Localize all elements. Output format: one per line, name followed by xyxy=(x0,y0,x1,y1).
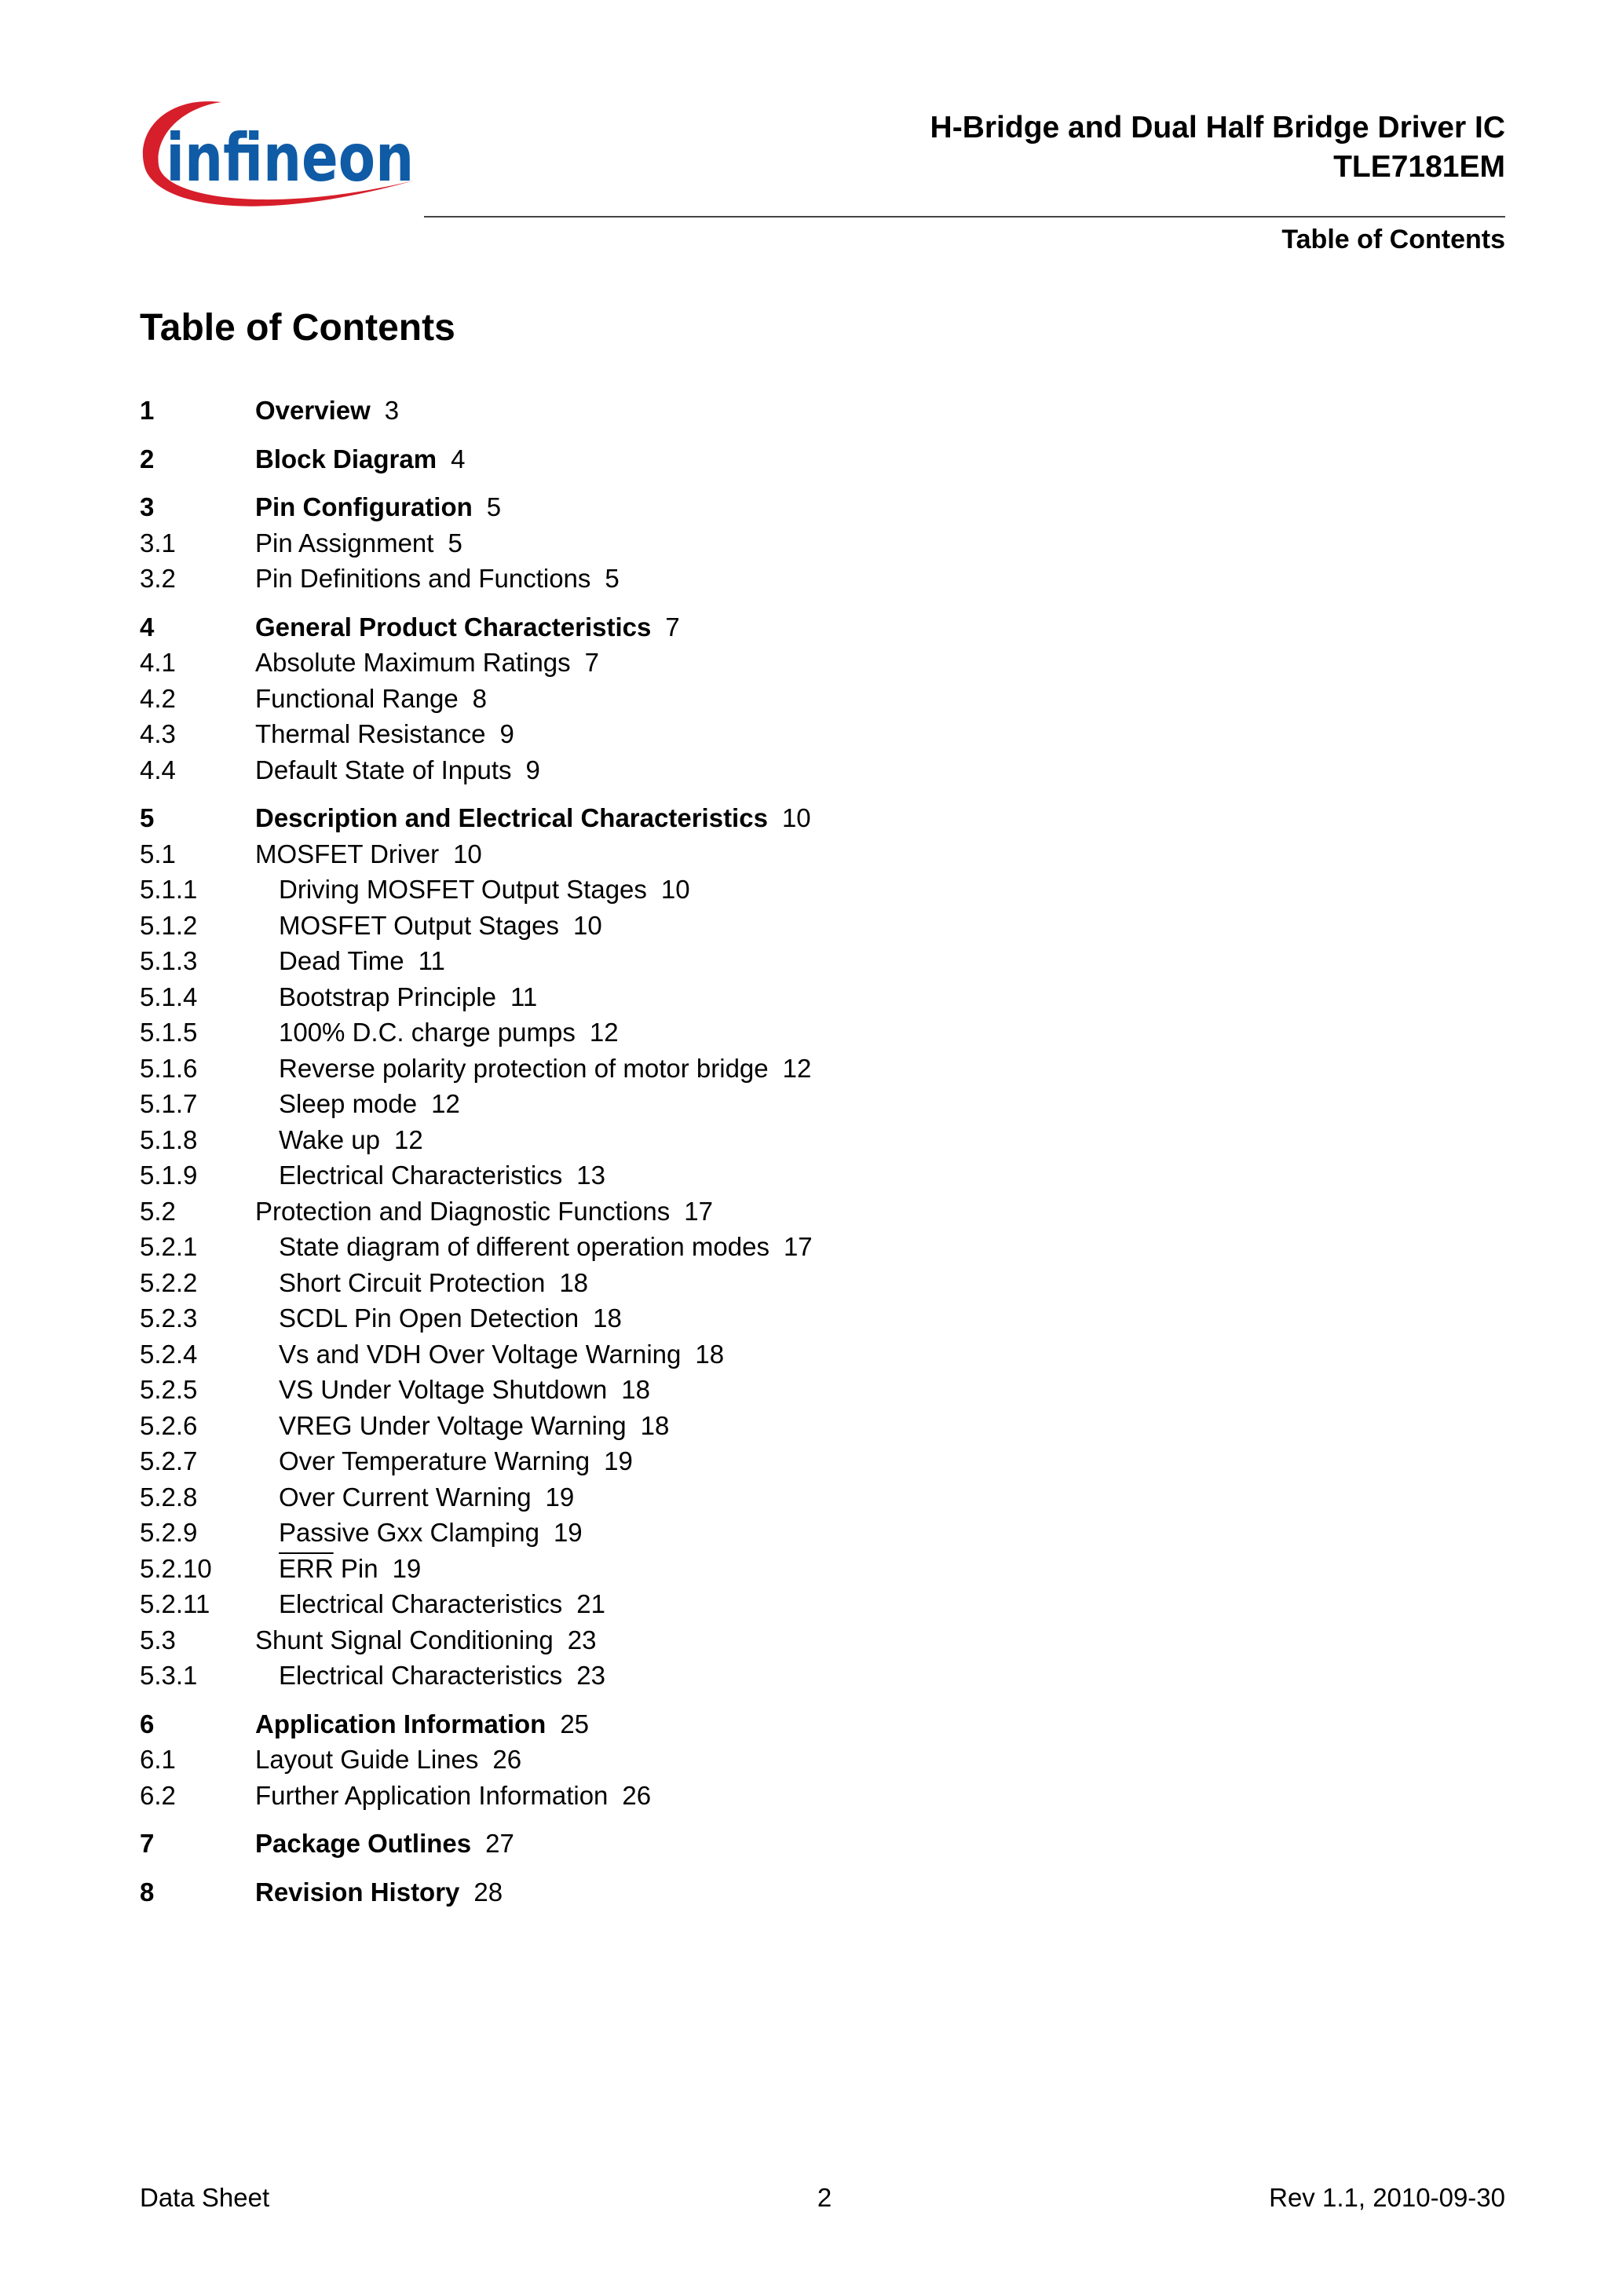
toc-entry-title: 100% D.C. charge pumps xyxy=(279,1018,576,1047)
toc-entry-number: 5.2 xyxy=(140,1196,176,1226)
toc-entry[interactable] xyxy=(140,908,1082,944)
toc-entry-number: 5.2.3 xyxy=(140,1303,198,1333)
toc-entry-title: Absolute Maximum Ratings xyxy=(255,648,571,677)
toc-entry[interactable] xyxy=(140,561,1082,597)
toc-entry-title: Sleep mode xyxy=(279,1089,418,1118)
toc-entry-page: 10 xyxy=(781,803,811,832)
toc-entry-title: $\overline{ERR}$ Pin xyxy=(279,1553,378,1583)
toc-entry-number: 5.2.8 xyxy=(140,1482,198,1512)
toc-entry-title: Electrical Characteristics xyxy=(279,1161,563,1190)
toc-entry-title: Pin Configuration xyxy=(255,492,473,521)
logo-text: infineon xyxy=(166,120,415,197)
toc-entry-page: 18 xyxy=(695,1339,725,1369)
toc-entry-number: 5.1.8 xyxy=(140,1124,198,1154)
toc-entry-number: 7 xyxy=(140,1829,155,1858)
infineon-logo xyxy=(135,88,433,229)
toc-entry-title: Over Current Warning xyxy=(279,1482,532,1512)
toc-entry-page: 7 xyxy=(665,612,680,642)
toc-entry-title: Revision History xyxy=(255,1877,460,1907)
toc-entry[interactable] xyxy=(140,800,1082,836)
toc-entry-page: 4 xyxy=(451,444,466,473)
toc-entry-page: 3 xyxy=(384,396,400,425)
toc-entry-page: 8 xyxy=(472,683,488,713)
toc-entry[interactable] xyxy=(140,1778,1082,1814)
toc-list xyxy=(140,393,1082,1910)
toc-entry[interactable] xyxy=(140,1515,1082,1551)
toc-entry[interactable] xyxy=(140,1706,1082,1742)
toc-entry-page: 19 xyxy=(604,1446,633,1475)
toc-entry-page: 18 xyxy=(640,1410,670,1440)
toc-entry-number: 6.2 xyxy=(140,1780,176,1810)
toc-entry-page: 21 xyxy=(576,1589,605,1618)
toc-entry-title: Default State of Inputs xyxy=(255,755,512,784)
toc-entry-page: 13 xyxy=(576,1161,605,1190)
toc-entry-number: 6 xyxy=(140,1709,155,1738)
toc-entry-number: 5.2.4 xyxy=(140,1339,198,1369)
toc-entry[interactable] xyxy=(140,752,1082,788)
toc-entry-number: 4.4 xyxy=(140,755,176,784)
toc-entry-title: Electrical Characteristics xyxy=(279,1661,563,1690)
toc-entry-number: 5.3 xyxy=(140,1625,176,1654)
toc-entry-title: Further Application Information xyxy=(255,1780,609,1810)
toc-entry-title: Protection and Diagnostic Functions xyxy=(255,1196,671,1226)
toc-entry[interactable] xyxy=(140,1229,1082,1265)
toc-entry-page: 23 xyxy=(576,1661,605,1690)
toc-entry-page: 5 xyxy=(486,492,502,521)
toc-entry[interactable] xyxy=(140,1622,1082,1658)
toc-entry-number: 5.1.5 xyxy=(140,1018,198,1047)
footer-revision: Rev 1.1, 2010-09-30 xyxy=(1269,2183,1505,2212)
toc-entry[interactable] xyxy=(140,1443,1082,1479)
toc-entry-page: 11 xyxy=(418,946,445,975)
toc-entry-number: 2 xyxy=(140,444,155,473)
toc-entry-title: Shunt Signal Conditioning xyxy=(255,1625,554,1654)
toc-entry-page: 11 xyxy=(510,982,538,1011)
page-title: Table of Contents xyxy=(140,307,455,349)
toc-entry-page: 26 xyxy=(622,1780,652,1810)
toc-entry[interactable] xyxy=(140,1586,1082,1622)
toc-entry[interactable] xyxy=(140,1658,1082,1694)
toc-entry[interactable] xyxy=(140,872,1082,908)
toc-entry-title: Driving MOSFET Output Stages xyxy=(279,875,647,904)
toc-entry[interactable] xyxy=(140,1051,1082,1087)
toc-entry-page: 25 xyxy=(560,1709,590,1738)
toc-entry-page: 12 xyxy=(394,1124,423,1154)
toc-entry-number: 5.1.3 xyxy=(140,946,198,975)
toc-entry-page: 17 xyxy=(783,1232,813,1261)
toc-entry-number: 4.3 xyxy=(140,719,176,748)
toc-entry[interactable] xyxy=(140,525,1082,561)
toc-entry[interactable] xyxy=(140,1336,1082,1373)
toc-entry[interactable] xyxy=(140,1194,1082,1230)
toc-entry-page: 5 xyxy=(605,564,620,593)
toc-entry-page: 5 xyxy=(448,528,462,558)
toc-entry-number: 4.2 xyxy=(140,683,176,713)
toc-entry-number: 4 xyxy=(140,612,155,642)
footer-doc-type: Data Sheet xyxy=(140,2183,270,2212)
toc-entry-page: 10 xyxy=(453,839,482,868)
toc-entry-title: Over Temperature Warning xyxy=(279,1446,590,1475)
toc-entry-page: 7 xyxy=(584,648,600,677)
toc-entry-page: 12 xyxy=(782,1053,812,1083)
toc-entry-page: 28 xyxy=(473,1877,503,1907)
header-divider xyxy=(424,216,1505,218)
toc-entry-title: VS Under Voltage Shutdown xyxy=(279,1375,608,1404)
toc-entry-title: Application Information xyxy=(255,1709,546,1738)
toc-entry-page: 18 xyxy=(559,1267,589,1297)
toc-entry-page: 17 xyxy=(684,1196,714,1226)
toc-entry-title: State diagram of different operation modes xyxy=(279,1232,769,1261)
toc-entry-number: 5.2.10 xyxy=(140,1553,212,1583)
toc-entry-title: MOSFET Driver xyxy=(255,839,440,868)
toc-entry-title: Overview xyxy=(255,396,371,425)
toc-entry[interactable] xyxy=(140,1265,1082,1301)
document-title xyxy=(930,108,1505,187)
toc-entry-title: Block Diagram xyxy=(255,444,437,473)
title-line-1: H-Bridge and Dual Half Bridge Driver IC xyxy=(930,111,1505,144)
toc-entry-title: Description and Electrical Characteristics xyxy=(255,803,768,832)
toc-entry[interactable] xyxy=(140,1015,1082,1051)
toc-entry-number: 5.1.4 xyxy=(140,982,198,1011)
toc-entry[interactable] xyxy=(140,441,1082,477)
title-line-2: TLE7181EM xyxy=(1333,150,1505,184)
toc-entry-title: VREG Under Voltage Warning xyxy=(279,1410,627,1440)
toc-entry-number: 5.2.5 xyxy=(140,1375,198,1404)
toc-entry-title: General Product Characteristics xyxy=(255,612,652,642)
toc-entry-number: 5.2.11 xyxy=(140,1589,210,1618)
toc-entry[interactable] xyxy=(140,1551,1082,1587)
toc-entry-number: 1 xyxy=(140,396,155,425)
toc-entry[interactable] xyxy=(140,393,1082,429)
toc-entry-number: 5.3.1 xyxy=(140,1661,198,1690)
toc-entry-page: 23 xyxy=(567,1625,597,1654)
toc-entry[interactable] xyxy=(140,1408,1082,1444)
toc-entry-page: 10 xyxy=(573,910,602,940)
toc-entry[interactable] xyxy=(140,1157,1082,1194)
toc-entry-number: 3 xyxy=(140,492,155,521)
section-label: Table of Contents xyxy=(1281,225,1505,254)
toc-entry-title: Layout Guide Lines xyxy=(255,1745,479,1774)
toc-entry-page: 18 xyxy=(593,1303,622,1333)
toc-entry-number: 5 xyxy=(140,803,155,832)
toc-entry-page: 18 xyxy=(621,1375,651,1404)
toc-entry-number: 5.2.6 xyxy=(140,1410,198,1440)
toc-entry-number: 5.1.2 xyxy=(140,910,198,940)
toc-entry-title: Bootstrap Principle xyxy=(279,982,496,1011)
toc-entry-number: 3.1 xyxy=(140,528,176,558)
toc-entry[interactable] xyxy=(140,836,1082,872)
toc-entry[interactable] xyxy=(140,1086,1082,1122)
toc-entry-number: 5.2.7 xyxy=(140,1446,198,1475)
toc-entry[interactable] xyxy=(140,943,1082,979)
toc-entry-number: 8 xyxy=(140,1877,155,1907)
toc-entry-title: Electrical Characteristics xyxy=(279,1589,563,1618)
toc-entry-title: Wake up xyxy=(279,1124,381,1154)
toc-entry-page: 12 xyxy=(589,1018,619,1047)
toc-entry-title: Short Circuit Protection xyxy=(279,1267,546,1297)
toc-entry-page: 19 xyxy=(392,1553,422,1583)
toc-entry-page: 9 xyxy=(525,755,540,784)
toc-entry[interactable] xyxy=(140,716,1082,752)
toc-entry[interactable] xyxy=(140,1122,1082,1158)
toc-entry-title: MOSFET Output Stages xyxy=(279,910,560,940)
toc-entry[interactable] xyxy=(140,1479,1082,1515)
toc-entry-title: Pin Definitions and Functions xyxy=(255,564,591,593)
toc-entry[interactable] xyxy=(140,489,1082,525)
toc-entry[interactable] xyxy=(140,1300,1082,1336)
toc-entry-title: Reverse polarity protection of motor bridge xyxy=(279,1053,769,1083)
toc-entry-number: 5.2.1 xyxy=(140,1232,198,1261)
toc-entry-number: 5.1.1 xyxy=(140,875,198,904)
toc-entry-number: 5.1.6 xyxy=(140,1053,198,1083)
toc-entry-title: SCDL Pin Open Detection xyxy=(279,1303,579,1333)
toc-entry-number: 4.1 xyxy=(140,648,176,677)
toc-entry-title: Functional Range xyxy=(255,683,459,713)
toc-entry-page: 26 xyxy=(492,1745,522,1774)
toc-entry-number: 5.1 xyxy=(140,839,176,868)
toc-entry[interactable] xyxy=(140,1826,1082,1862)
toc-entry-page: 27 xyxy=(485,1829,514,1858)
footer-page-number: 2 xyxy=(817,2183,832,2212)
toc-entry-page: 19 xyxy=(545,1482,575,1512)
toc-entry-page: 19 xyxy=(553,1518,583,1547)
toc-entry-number: 6.1 xyxy=(140,1745,176,1774)
toc-entry[interactable] xyxy=(140,645,1082,681)
toc-entry-number: 5.2.9 xyxy=(140,1518,198,1547)
toc-entry-page: 9 xyxy=(499,719,514,748)
toc-entry[interactable] xyxy=(140,979,1082,1015)
toc-entry-number: 5.1.7 xyxy=(140,1089,198,1118)
toc-entry-title: Passive Gxx Clamping xyxy=(279,1518,539,1547)
toc-entry-page: 12 xyxy=(431,1089,460,1118)
toc-entry[interactable] xyxy=(140,1874,1082,1910)
toc-entry[interactable] xyxy=(140,1742,1082,1778)
toc-entry-number: 5.2.2 xyxy=(140,1267,198,1297)
toc-entry-number: 5.1.9 xyxy=(140,1161,198,1190)
toc-entry-title: Dead Time xyxy=(279,946,404,975)
toc-entry-title: Package Outlines xyxy=(255,1829,472,1858)
toc-entry[interactable] xyxy=(140,1372,1082,1408)
toc-entry[interactable] xyxy=(140,609,1082,645)
toc-entry-title: Vs and VDH Over Voltage Warning xyxy=(279,1339,682,1369)
toc-entry-number: 3.2 xyxy=(140,564,176,593)
toc-entry-page: 10 xyxy=(660,875,690,904)
toc-entry-title: Pin Assignment xyxy=(255,528,434,558)
toc-entry-title: Thermal Resistance xyxy=(255,719,486,748)
overbar-signal-name: $\overline{ERR}$ xyxy=(279,1553,334,1583)
toc-entry[interactable] xyxy=(140,681,1082,717)
